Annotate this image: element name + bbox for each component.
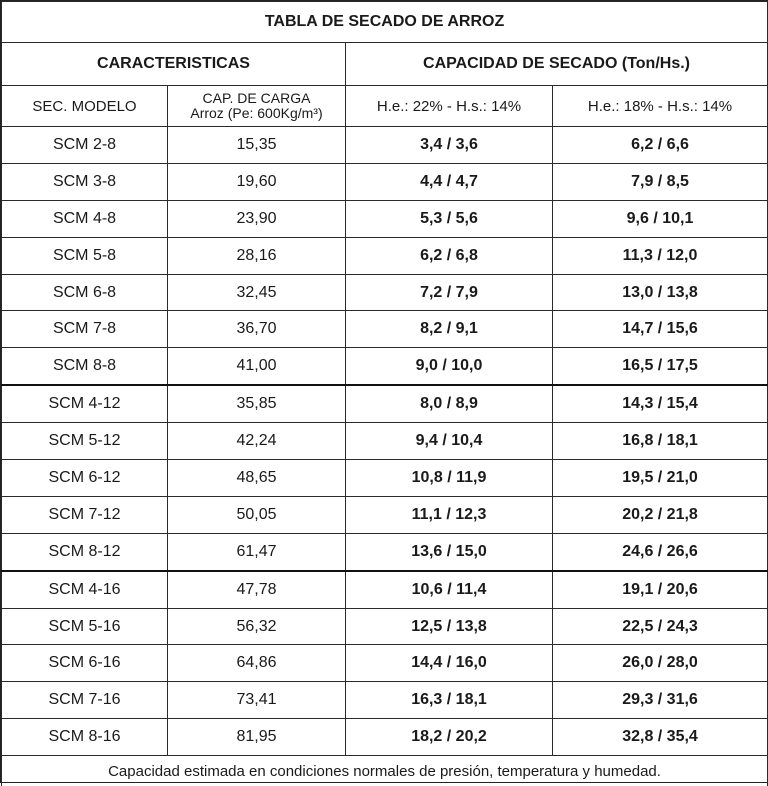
header-caracteristicas: CARACTERISTICAS: [2, 43, 346, 86]
cell-cap-22: 10,6 / 11,4: [346, 571, 553, 608]
cell-carga: 23,90: [168, 200, 346, 237]
cell-cap-18: 6,2 / 6,6: [553, 127, 768, 164]
header-capacidad: CAPACIDAD DE SECADO (Ton/Hs.): [346, 43, 768, 86]
table-row: [2, 608, 768, 645]
cell-carga: 48,65: [168, 460, 346, 497]
table-row: [2, 423, 768, 460]
table-row: [2, 496, 768, 533]
table-row: [2, 237, 768, 274]
cell-model: SCM 6-16: [2, 645, 168, 682]
cell-model: SCM 4-16: [2, 571, 168, 608]
table-row: [2, 682, 768, 719]
cell-model: SCM 5-12: [2, 423, 168, 460]
cell-cap-22: 8,2 / 9,1: [346, 311, 553, 348]
drying-table: [1, 1, 768, 786]
cell-cap-18: 9,6 / 10,1: [553, 200, 768, 237]
cell-model: SCM 4-12: [2, 385, 168, 422]
table-body: [2, 127, 768, 756]
cell-cap-22: 12,5 / 13,8: [346, 608, 553, 645]
table-title: TABLA DE SECADO DE ARROZ: [2, 2, 768, 43]
cell-carga: 64,86: [168, 645, 346, 682]
cell-carga: 73,41: [168, 682, 346, 719]
header-he22: H.e.: 22% - H.s.: 14%: [346, 86, 553, 127]
cell-model: SCM 7-12: [2, 496, 168, 533]
cell-cap-22: 10,8 / 11,9: [346, 460, 553, 497]
cell-cap-22: 18,2 / 20,2: [346, 719, 553, 756]
cell-model: SCM 4-8: [2, 200, 168, 237]
cell-cap-18: 13,0 / 13,8: [553, 274, 768, 311]
cell-cap-18: 32,8 / 35,4: [553, 719, 768, 756]
cell-model: SCM 5-8: [2, 237, 168, 274]
table-row: [2, 719, 768, 756]
cell-carga: 47,78: [168, 571, 346, 608]
cell-cap-18: 22,5 / 24,3: [553, 608, 768, 645]
footnote: Capacidad estimada en condiciones normales de presión, temperatura y humedad.: [2, 756, 768, 786]
cell-cap-18: 19,1 / 20,6: [553, 571, 768, 608]
cell-cap-22: 13,6 / 15,0: [346, 533, 553, 570]
table-row: [2, 533, 768, 570]
header-he18: H.e.: 18% - H.s.: 14%: [553, 86, 768, 127]
cell-model: SCM 8-8: [2, 348, 168, 385]
cell-carga: 50,05: [168, 496, 346, 533]
cell-cap-18: 16,8 / 18,1: [553, 423, 768, 460]
header-modelo: SEC. MODELO: [2, 86, 168, 127]
cell-cap-18: 29,3 / 31,6: [553, 682, 768, 719]
cell-cap-18: 16,5 / 17,5: [553, 348, 768, 385]
cell-carga: 42,24: [168, 423, 346, 460]
cell-model: SCM 2-8: [2, 127, 168, 164]
cell-cap-18: 26,0 / 28,0: [553, 645, 768, 682]
cell-carga: 81,95: [168, 719, 346, 756]
cell-cap-18: 14,3 / 15,4: [553, 385, 768, 422]
cell-cap-18: 14,7 / 15,6: [553, 311, 768, 348]
table-row: [2, 645, 768, 682]
cell-carga: 56,32: [168, 608, 346, 645]
table-row: [2, 127, 768, 164]
cell-carga: 35,85: [168, 385, 346, 422]
table-row: [2, 460, 768, 497]
cell-model: SCM 7-8: [2, 311, 168, 348]
cell-model: SCM 6-12: [2, 460, 168, 497]
cell-cap-22: 14,4 / 16,0: [346, 645, 553, 682]
table-row: [2, 163, 768, 200]
cell-model: SCM 3-8: [2, 163, 168, 200]
header-cap-carga-line1: CAP. DE CARGA: [202, 90, 311, 106]
cell-cap-22: 6,2 / 6,8: [346, 237, 553, 274]
cell-carga: 32,45: [168, 274, 346, 311]
cell-model: SCM 7-16: [2, 682, 168, 719]
cell-cap-18: 20,2 / 21,8: [553, 496, 768, 533]
cell-model: SCM 8-12: [2, 533, 168, 570]
cell-carga: 28,16: [168, 237, 346, 274]
table-row: [2, 311, 768, 348]
header-cap-carga: [168, 86, 346, 127]
cell-cap-22: 16,3 / 18,1: [346, 682, 553, 719]
cell-cap-22: 8,0 / 8,9: [346, 385, 553, 422]
cell-cap-18: 7,9 / 8,5: [553, 163, 768, 200]
cell-model: SCM 8-16: [2, 719, 168, 756]
cell-cap-18: 24,6 / 26,6: [553, 533, 768, 570]
cell-model: SCM 5-16: [2, 608, 168, 645]
cell-cap-18: 11,3 / 12,0: [553, 237, 768, 274]
cell-cap-22: 9,0 / 10,0: [346, 348, 553, 385]
cell-carga: 19,60: [168, 163, 346, 200]
cell-carga: 61,47: [168, 533, 346, 570]
table-row: [2, 385, 768, 422]
table-row: [2, 200, 768, 237]
cell-cap-18: 19,5 / 21,0: [553, 460, 768, 497]
header-cap-carga-line2: Arroz (Pe: 600Kg/m³): [190, 105, 323, 121]
cell-carga: 15,35: [168, 127, 346, 164]
cell-model: SCM 6-8: [2, 274, 168, 311]
table-row: [2, 348, 768, 385]
cell-cap-22: 11,1 / 12,3: [346, 496, 553, 533]
cell-cap-22: 4,4 / 4,7: [346, 163, 553, 200]
cell-cap-22: 9,4 / 10,4: [346, 423, 553, 460]
cell-carga: 36,70: [168, 311, 346, 348]
cell-cap-22: 3,4 / 3,6: [346, 127, 553, 164]
table-row: [2, 274, 768, 311]
cell-cap-22: 7,2 / 7,9: [346, 274, 553, 311]
cell-carga: 41,00: [168, 348, 346, 385]
cell-cap-22: 5,3 / 5,6: [346, 200, 553, 237]
table-row: [2, 571, 768, 608]
